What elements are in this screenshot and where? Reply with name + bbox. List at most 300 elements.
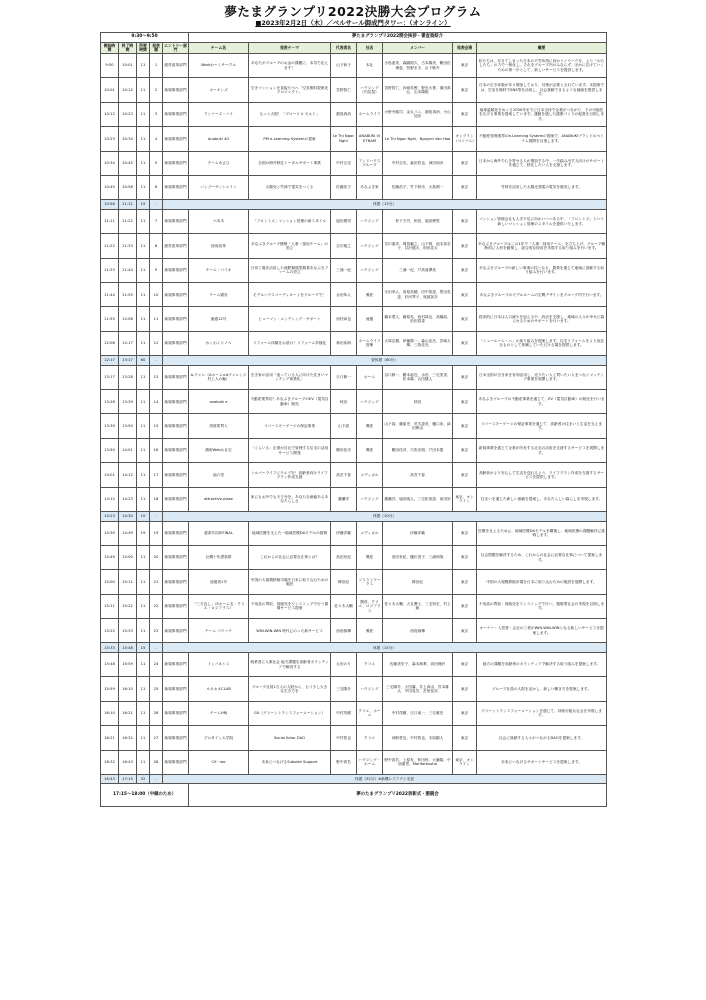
duration: 11: [137, 283, 150, 307]
category: 経営改革部門: [163, 234, 189, 258]
end-time: 14:23: [119, 487, 137, 511]
summary: 中国の大規模移植市場を日本に取り込むための施設を展開します。: [477, 570, 607, 594]
start-time: 10:56: [101, 200, 119, 210]
team-name: わくわくリノベ: [189, 331, 249, 355]
break-label: 休憩（15分）: [163, 643, 607, 653]
order: 16: [150, 438, 163, 462]
summary: 地球温暖化をめぐる2030年までに日本全体で企業がつながり、その可能性を広げる事業を提案しています。運動を通した健康づくりの促進を目指します。: [477, 102, 607, 126]
break-row: [101, 774, 607, 784]
page-title: 夢たまグランプリ2022決勝大会プログラム: [224, 4, 482, 19]
company: 本社: [357, 54, 383, 78]
end-time: 14:12: [119, 463, 137, 487]
end-time: 12:17: [119, 331, 137, 355]
category: 新規事業部門: [163, 175, 189, 199]
summary: オーナー・入居者・会社の三者がWIN-WIN-WINとなる新しいサービスを提案します。: [477, 619, 607, 643]
presentation-row: [101, 545, 607, 569]
category: 新規事業部門: [163, 331, 189, 355]
start-time: 15:59: [101, 677, 119, 701]
presentation-row: [101, 652, 607, 676]
column-header: 発表順: [150, 43, 163, 54]
category: 新規事業部門: [163, 209, 189, 233]
theme: 全国の海外移住トータルサポート事業: [249, 151, 331, 175]
start-time: 13:28: [101, 390, 119, 414]
venue: 東京: [453, 175, 477, 199]
category: 新規事業部門: [163, 619, 189, 643]
team-name: ヨネカネCLUB: [189, 677, 249, 701]
leader: 中村吉光: [331, 151, 357, 175]
duration: 11: [137, 78, 150, 102]
start-time: 11:22: [101, 234, 119, 258]
end-time: 16:32: [119, 726, 137, 750]
leader: 水田恭人: [331, 283, 357, 307]
intro-time: 9:30～9:50: [101, 33, 189, 43]
leader: 太田のり: [331, 652, 357, 676]
category: 新規事業部門: [163, 750, 189, 774]
end-time: 10:34: [119, 127, 137, 151]
category: 新規事業部門: [163, 365, 189, 389]
summary: 日本から海外で心を寄せる人が増加する中、一歩踏み出す人向けのサポートを通じて、移住したい人を支援します。: [477, 151, 607, 175]
break-label: 休憩（15分）: [163, 200, 607, 210]
column-header: メンバー: [383, 43, 453, 54]
presentation-row: [101, 307, 607, 331]
duration: 11: [137, 701, 150, 725]
duration: 11: [137, 365, 150, 389]
closing-label: 夢のたまグランプリ2022表彰式・懇親会: [189, 784, 607, 807]
start-time: 13:39: [101, 414, 119, 438]
summary: 新規事業を通じて企業が所有する社宅の活用を支援するサービスを展開します。: [477, 438, 607, 462]
presentation-row: [101, 54, 607, 78]
team-name: Workわーくサークル: [189, 54, 249, 78]
company: ハウジング: [357, 234, 383, 258]
end-time: 11:55: [119, 283, 137, 307]
end-time: 13:17: [119, 356, 137, 366]
venue: 東京: [453, 258, 477, 282]
company: 興産: [357, 438, 383, 462]
leader: 山下和子: [331, 54, 357, 78]
duration: 11: [137, 570, 150, 594]
column-header: エントリー部門: [164, 42, 187, 52]
category: 新規事業部門: [163, 283, 189, 307]
members: 中村吉光、森田哲也、神田和彦: [383, 151, 453, 175]
presentation-row: [101, 677, 607, 701]
start-time: 10:34: [101, 151, 119, 175]
team-name: anabuki e: [189, 390, 249, 414]
venue: 東京: [453, 209, 477, 233]
summary: 竹林を活用した太陽光発電の電気を販売します。: [477, 175, 607, 199]
venue: 東京: [453, 652, 477, 676]
presentation-row: [101, 175, 607, 199]
venue: 東京: [453, 102, 477, 126]
summary: 住まいを通じた新しい価値を提案し、あなたらしい暮らしを実現します。: [477, 487, 607, 511]
start-time: 16:32: [101, 750, 119, 774]
order: 12: [150, 331, 163, 355]
end-time: 14:30: [119, 512, 137, 522]
summary: あなぶきグループはこの1年で「人事・採用チーム」を立ち上げ、グループ横断的に人材を確保し、総合的な採用を実現する取り組みを行います。: [477, 234, 607, 258]
team-name: チーム パワハチ: [189, 619, 249, 643]
members: 中村茂樹、日口竜一、三宅雅史: [383, 701, 453, 725]
leader: 林田希海: [331, 331, 357, 355]
team-name: attractive.plase: [189, 487, 249, 511]
company: ソリストワークス: [357, 570, 383, 594]
duration: 11: [137, 726, 150, 750]
members: 佐藤美栄子、森本萌華、高田理紗: [383, 652, 453, 676]
team-name: バンブーサンシャイン: [189, 175, 249, 199]
order: 14: [150, 390, 163, 414]
team-name: 「三方良し」（Sホーム名・クリエ・ロジアラス）: [189, 594, 249, 618]
theme: これからの社会に必要な仕事とは？: [249, 545, 331, 569]
venue: 東京: [453, 726, 477, 750]
order: 17: [150, 463, 163, 487]
venue: 東京: [453, 570, 477, 594]
duration: 11: [137, 331, 150, 355]
company: ANABUKI VIETNAM: [357, 127, 383, 151]
start-time: 11:11: [101, 209, 119, 233]
members: 小島恵美、森嗣朗久、古本陽美、鶴田佐理恵、牧野まき、山下敬介: [383, 54, 453, 78]
presentation-row: [101, 283, 607, 307]
end-time: 15:48: [119, 643, 137, 653]
end-time: 13:50: [119, 414, 137, 438]
members: 高宮千春: [383, 463, 453, 487]
end-time: 16:10: [119, 677, 137, 701]
duration: 11: [137, 102, 150, 126]
order: 26: [150, 701, 163, 725]
category: 新規事業部門: [163, 545, 189, 569]
end-time: 15:59: [119, 652, 137, 676]
order: 15: [150, 414, 163, 438]
summary: 高齢者がより安心して生活を送れるよう、ライフプラン作成を支援するサービスを提供します。: [477, 463, 607, 487]
order: -: [150, 200, 163, 210]
company: ハウジング: [357, 677, 383, 701]
order: 19: [150, 521, 163, 545]
members: 廣瀬洋、堀田暁人、三宅佑里恵、前田崇: [383, 487, 453, 511]
company: ハウジング: [357, 209, 383, 233]
venue: 東京: [453, 365, 477, 389]
end-time: 10:12: [119, 78, 137, 102]
members: 野中真吾、上原有、仲田惇、大藤隆、中西重男、Mariforesutia: [383, 750, 453, 774]
start-time: 15:11: [101, 594, 119, 618]
company: アンドハウスグループ: [357, 151, 383, 175]
column-header: チーム名: [189, 43, 249, 54]
team-name: A-チャレ（Aホーム×Aチャレンジ村上人の輪）: [189, 365, 249, 389]
end-time: 12:06: [119, 307, 137, 331]
venue: 東京: [453, 390, 477, 414]
theme: 中国の大規模移植市場を日本に取り込むための施設: [249, 570, 331, 594]
theme: 就業者に人事社会 地方課題を高齢者ボランティアで解決する: [249, 652, 331, 676]
company: ハウジング: [357, 390, 383, 414]
team-name: 社機十年漂楽群: [189, 545, 249, 569]
order: 2: [150, 78, 163, 102]
theme: PM e-Learning Systemの提案: [249, 127, 331, 151]
summary: あなぶきグループのモデルルームの空間デザインをグループ内で行います。: [477, 283, 607, 307]
theme: 空きマンションを直接たべへ「空室無料提案化プロジェクト」: [249, 78, 331, 102]
members: 韓田紀: [383, 570, 453, 594]
company: 興産、クリエ、ロジアラス: [357, 594, 383, 618]
end-time: 10:45: [119, 151, 137, 175]
venue: 東京: [453, 677, 477, 701]
order: 6: [150, 175, 163, 199]
venue: 東京: [453, 283, 477, 307]
summary: 将来的に日本は人口減少を迎える中、終活を支援し、地域の人々が幸せに暮らせるためのサポートを行います。: [477, 307, 607, 331]
team-name: チームあさひ: [189, 151, 249, 175]
theme: あなたがグループのお金の課題に、本気で応えます！: [249, 54, 331, 78]
end-time: 11:44: [119, 258, 137, 282]
theme: シルバーライフにウエブを！高齢者向けライフプラン作成支援: [249, 463, 331, 487]
members: 永田恭人、髙原美穂、田中智恵、黒田英恵、杉河琴子、庭誠加奈: [383, 283, 453, 307]
venue: 東京: [453, 151, 477, 175]
start-time: 15:00: [101, 570, 119, 594]
leader: 韓田紀: [331, 570, 357, 594]
order: 3: [150, 102, 163, 126]
end-time: 10:23: [119, 102, 137, 126]
team-name: ホーキンズ: [189, 78, 249, 102]
presentation-row: [101, 258, 607, 282]
presentation-row: [101, 463, 607, 487]
start-time: 16:10: [101, 701, 119, 725]
theme: グループ社員1万人の人財から、もう少し大きな生き方を: [249, 677, 331, 701]
company: 興産: [357, 283, 383, 307]
venue: 東京: [453, 307, 477, 331]
duration: 15: [137, 200, 150, 210]
theme: 不動産業界初！あなぶきグループのEV（電気自動車）販売: [249, 390, 331, 414]
leader: 高宮千春: [331, 463, 357, 487]
order: 8: [150, 234, 163, 258]
intro-row: [101, 33, 607, 43]
column-header: 概要: [477, 43, 607, 54]
members: 三宅陽介、大田翼、井上真由、宮本雄太、中田晃芳、宮里佳祐: [383, 677, 453, 701]
members: 宮野智仁、岩崎英俊、野田大貴、濱田真弘、山本陽聡: [383, 78, 453, 102]
leader: 吉川雅之: [331, 234, 357, 258]
summary: 地方の課題を高齢者のボランティアで解決する取り組みを提案します。: [477, 652, 607, 676]
duration: 11: [137, 209, 150, 233]
team-name: 六本木: [189, 209, 249, 233]
leader: 秋田: [331, 390, 357, 414]
start-time: 14:01: [101, 463, 119, 487]
theme: リバースモーゲージの保証事業: [249, 414, 331, 438]
leader: 三宅陽介: [331, 677, 357, 701]
presentation-row: [101, 209, 607, 233]
theme: リフォーム体験をお届け！リフォーム多様化: [249, 331, 331, 355]
start-time: 12:06: [101, 331, 119, 355]
order: 20: [150, 545, 163, 569]
duration: 11: [137, 750, 150, 774]
theme: Social Actor DAO: [249, 726, 331, 750]
team-name: インバネシス: [189, 652, 249, 676]
duration: 11: [137, 307, 150, 331]
summary: マンション管理会社も人手不足に向かいつつある中、「フロントズ」という新しいマンション管理のスタイルを提供いたします。: [477, 209, 607, 233]
break-row: [101, 356, 607, 366]
summary: 医療を支えるために、地域医療DXモデルを構築し、地域医療の課題解決に挑戦します。: [477, 521, 607, 545]
category: 新規事業部門: [163, 258, 189, 282]
summary: 不動産管理業界のe-Learning Systemの提案で、ANABUKIブランドのベトナム展開を目指します。: [477, 127, 607, 151]
start-time: 14:30: [101, 521, 119, 545]
venue: 東京: [453, 521, 477, 545]
summary: グループ社員の人財を活かし、新しい働き方を提案します。: [477, 677, 607, 701]
start-time: 15:22: [101, 619, 119, 643]
order: 27: [150, 726, 163, 750]
team-name: 流通12号: [189, 307, 249, 331]
duration: 15: [137, 643, 150, 653]
category: 新規事業部門: [163, 390, 189, 414]
members: 高田有紀、樋川香子、三浦和哉: [383, 545, 453, 569]
members: 伊藤洋範: [383, 521, 453, 545]
venue: 東京: [453, 331, 477, 355]
members: 谷口修一、鶴本起近、水田、三宅美香、松本隆、吉田健人: [383, 365, 453, 389]
presentation-row: [101, 619, 607, 643]
end-time: 11:22: [119, 209, 137, 233]
category: 新規事業部門: [163, 78, 189, 102]
presentation-row: [101, 438, 607, 462]
theme: あなぶきグループ横断「人事・採用チーム」の設立: [249, 234, 331, 258]
start-time: 10:23: [101, 127, 119, 151]
duration: 11: [137, 390, 150, 414]
duration: 11: [137, 652, 150, 676]
company: クリエ、ホーム: [357, 701, 383, 725]
team-name: Anabuki 4G: [189, 127, 249, 151]
order: 7: [150, 209, 163, 233]
duration: 11: [137, 594, 150, 618]
theme: 家にもお外でも天王寺を。あなたな価値あるあなたらしさ: [249, 487, 331, 511]
presentation-row: [101, 102, 607, 126]
theme: もっと大胆！「グローリオ モルト」: [249, 102, 331, 126]
team-name: 還命共同体FINAL: [189, 521, 249, 545]
summary: 日本の空き家数が年々増加しており、対策が必要とされています。本提案では、空室を無料でSNS等を活用し、社会貢献できるような価値を提供します。: [477, 78, 607, 102]
duration: 19: [137, 521, 150, 545]
start-time: 14:23: [101, 512, 119, 522]
presentation-row: [101, 331, 607, 355]
leader: 中村茂樹: [331, 701, 357, 725]
team-name: チームHRJ: [189, 701, 249, 725]
start-time: 13:50: [101, 438, 119, 462]
summary: 「シェールーム・へ」の取り組みを提案します。住宅リフォームをより身近なものとして体験していただける場を提供します。: [477, 331, 607, 355]
closing-row: [101, 784, 607, 807]
leader: 佐藤浩子: [331, 175, 357, 199]
presentation-row: [101, 414, 607, 438]
end-time: 10:01: [119, 54, 137, 78]
venue: 東京: [453, 78, 477, 102]
team-name: 福六堂: [189, 463, 249, 487]
leader: 佐々木大輔: [331, 594, 357, 618]
start-time: 14:12: [101, 487, 119, 511]
category: 新規事業部門: [163, 307, 189, 331]
members: 佐々木大輔、大友蒼士、三宅知史、村上綾: [383, 594, 453, 618]
category: 新規事業部門: [163, 726, 189, 750]
duration: 11: [137, 463, 150, 487]
leader: 三浦一紀: [331, 258, 357, 282]
venue: 東京: [453, 545, 477, 569]
presentation-row: [101, 151, 607, 175]
summary: 社会に貢献する人々がつながるDAOを提案します。: [477, 726, 607, 750]
company: クリエ: [357, 652, 383, 676]
leader: 割島真治: [331, 102, 357, 126]
intro-label: 夢たまグランプリ2022開会挨拶・審査員紹介: [189, 33, 607, 43]
theme: 不用品の買取、再販売をワンストップで行う循環サービス提案: [249, 594, 331, 618]
leader: 宮野智仁: [331, 78, 357, 102]
duration: 11: [137, 545, 150, 569]
order: -: [150, 774, 163, 784]
order: 9: [150, 258, 163, 282]
column-header: 発表テーマ: [249, 43, 331, 54]
duration: 11: [137, 414, 150, 438]
start-time: 11:55: [101, 307, 119, 331]
duration: 11: [137, 234, 150, 258]
duration: 10: [137, 512, 150, 522]
leader: 伊藤洋範: [331, 521, 357, 545]
end-time: 15:22: [119, 594, 137, 618]
order: 25: [150, 677, 163, 701]
duration: 32: [137, 774, 150, 784]
duration: 11: [137, 258, 150, 282]
break-row: [101, 512, 607, 522]
end-time: 15:11: [119, 570, 137, 594]
order: 13: [150, 365, 163, 389]
end-time: 14:01: [119, 438, 137, 462]
members: 秋田: [383, 390, 453, 414]
duration: 11: [137, 127, 150, 151]
break-label: 昼休憩（60分）: [163, 356, 607, 366]
theme: 空き家の活用「迷っている人に向けた住まいマッチング事業化」: [249, 365, 331, 389]
members: 神野哲也、中村智也、木原嗣人: [383, 726, 453, 750]
order: 23: [150, 619, 163, 643]
theme: 「ぐらいる」企業が自社で管理する住宅の活用サービス開発: [249, 438, 331, 462]
theme: WIN-WIN-WIN 時代にのった新サービス: [249, 619, 331, 643]
order: 24: [150, 652, 163, 676]
event-subtitle: ■2023年2月2日（木）／ベルサール御成門タワー：（オンライン）: [255, 19, 451, 27]
members: 小野寺健司、金丸コニ、割島真治、小山加奈: [383, 102, 453, 126]
end-time: 13:28: [119, 365, 137, 389]
members: 佐藤浩子、竹下彰彦、大島理一: [383, 175, 453, 199]
column-header: 開始時間: [101, 43, 119, 54]
end-time: 15:33: [119, 619, 137, 643]
order: -: [150, 643, 163, 653]
column-header: 所要時間: [137, 43, 150, 54]
company: メディカル: [357, 463, 383, 487]
order: 5: [150, 151, 163, 175]
category: 新規事業部門: [163, 151, 189, 175]
duration: 11: [137, 438, 150, 462]
category: 新規事業部門: [163, 487, 189, 511]
schedule-table: [100, 32, 607, 807]
start-time: 12:17: [101, 356, 119, 366]
company: 興産: [357, 619, 383, 643]
presentation-row: [101, 570, 607, 594]
company: ホームライフ: [357, 102, 383, 126]
presentation-row: [101, 487, 607, 511]
category: 新規事業部門: [163, 570, 189, 594]
venue: 東京、オンライン: [453, 487, 477, 511]
venue: 東京: [453, 54, 477, 78]
members: 西島蓉樺: [383, 619, 453, 643]
members: 松下方円、和田、堀田俊男: [383, 209, 453, 233]
duration: 11: [137, 487, 150, 511]
summary: あなぶきグループの不動産事業を通じて、EV（電気自動車）の販売を行います。: [477, 390, 607, 414]
end-time: 10:56: [119, 175, 137, 199]
team-name: 採用改革: [189, 234, 249, 258]
members: 三浦一紀、戸高亜澤美: [383, 258, 453, 282]
end-time: 11:33: [119, 234, 137, 258]
category: 経営改革部門: [163, 54, 189, 78]
company: ハウジング: [357, 487, 383, 511]
theme: 未来につなげるSubside Support: [249, 750, 331, 774]
category: 新規事業部門: [163, 677, 189, 701]
summary: 社会問題を解決するため、これからの社会に必要な仕事について提案します。: [477, 545, 607, 569]
duration: 11: [137, 175, 150, 199]
team-name: 鎖術Web＆社宅: [189, 438, 249, 462]
venue: 東京: [453, 414, 477, 438]
order: 4: [150, 127, 163, 151]
summary: あなぶきグループの新しい事業の柱となる、農業を通じて地域に貢献する取り組みを行います。: [477, 258, 607, 282]
summary: リバースモーゲージの保証事業を通じて、高齢者の住まいと生活を支えます。: [477, 414, 607, 438]
end-time: 17:15: [119, 774, 137, 784]
